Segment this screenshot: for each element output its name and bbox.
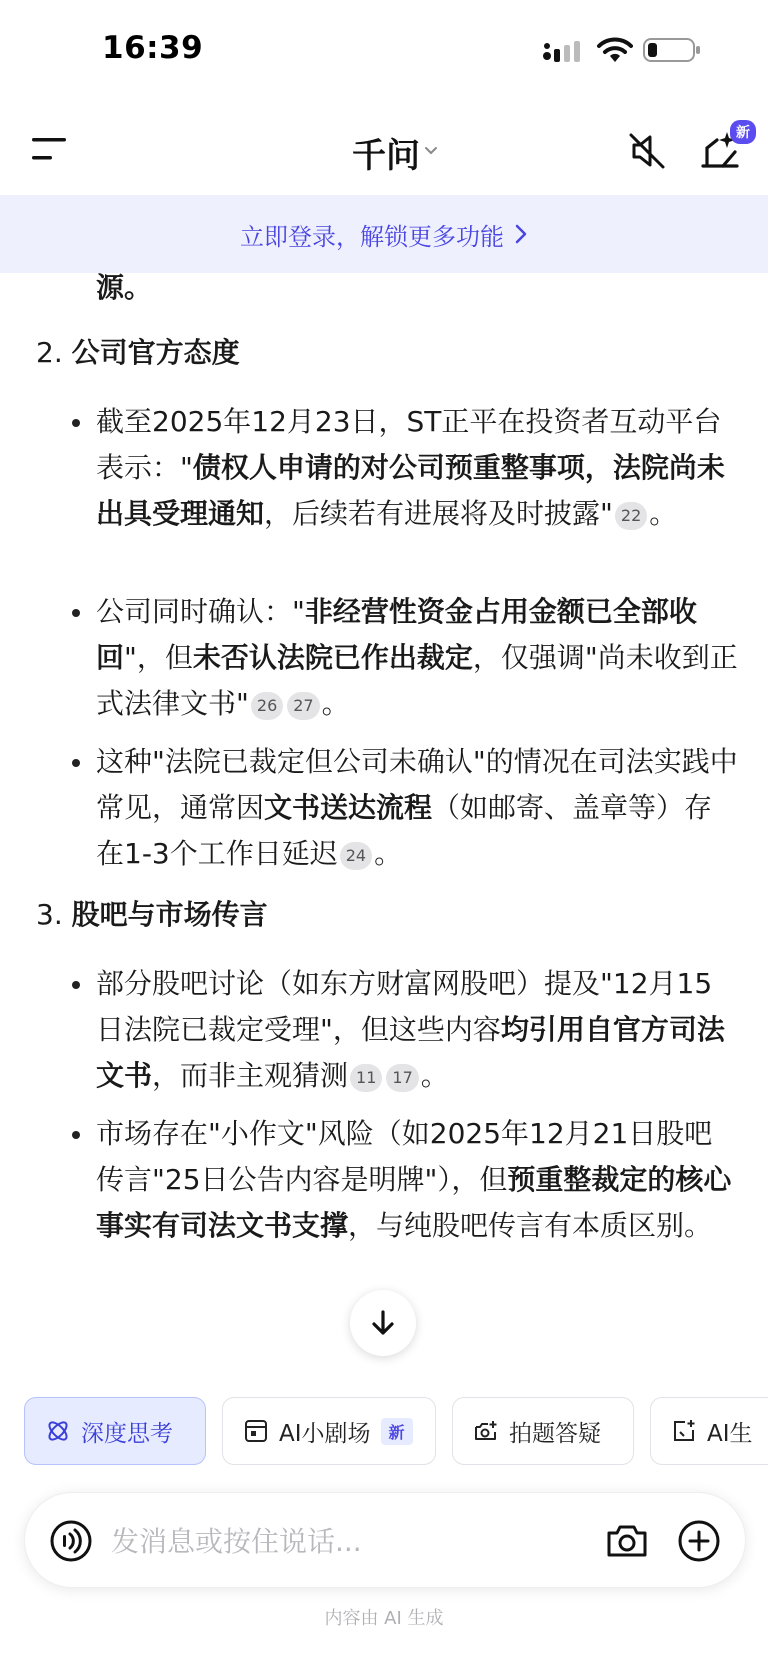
list-item <box>70 589 740 727</box>
camera-icon[interactable] <box>605 1519 649 1563</box>
camera-plus-icon <box>473 1418 499 1444</box>
login-banner-text[interactable]: 立即登录，解锁更多功能 <box>240 222 504 251</box>
battery-icon <box>643 36 703 64</box>
section-number: 2. <box>36 336 72 369</box>
citation-badge[interactable]: 26 <box>251 692 283 720</box>
citation-badge[interactable]: 11 <box>350 1064 382 1092</box>
chevron-down-icon[interactable] <box>424 146 438 156</box>
list-item-text: 这种"法院已裁定但公司未确认"的情况在司法实践中常见，通常因文书送达流程（如邮寄、盖章等）存在1-3个工作日延迟 24 。 <box>96 745 738 870</box>
bullet-dot <box>72 609 80 617</box>
text-fragment: 源。 <box>96 273 153 304</box>
section-heading-2 <box>36 333 240 373</box>
chip-label: AI生 <box>707 1420 753 1447</box>
status-bar <box>0 0 768 100</box>
chevron-right-icon[interactable] <box>514 223 528 245</box>
chat-message-content <box>0 273 768 1373</box>
new-badge: 新 <box>381 1418 413 1445</box>
arrow-down-icon <box>368 1308 398 1338</box>
chip-deep-think[interactable] <box>24 1397 206 1465</box>
section-number: 3. <box>36 898 72 931</box>
new-badge: 新 <box>730 120 756 144</box>
chip-label: 深度思考 <box>81 1420 173 1447</box>
menu-icon[interactable] <box>30 134 70 164</box>
ai-disclaimer: 内容由 AI 生成 <box>324 1608 444 1629</box>
list-item-text: 市场存在"小作文"风险（如2025年12月21日股吧传言"25日公告内容是明牌"），但预重整裁定的核心事实有司法文书支撑，与纯股吧传言有本质区别。 <box>96 1117 732 1242</box>
bullet-dot <box>72 759 80 767</box>
section-title: 股吧与市场传言 <box>71 898 268 931</box>
chip-ai-generate[interactable] <box>650 1397 768 1465</box>
bullet-dot <box>72 419 80 427</box>
image-plus-icon <box>671 1418 697 1444</box>
list-item <box>70 399 740 537</box>
list-item-text: 截至2025年12月23日，ST正平在投资者互动平台表示："债权人申请的对公司预重整事项，法院尚未出具受理通知，后续若有进展将及时披露" 22 。 <box>96 405 725 530</box>
section-title: 公司官方态度 <box>71 336 240 369</box>
chip-label: AI小剧场 <box>279 1420 371 1447</box>
scroll-to-bottom-button[interactable] <box>350 1290 416 1356</box>
message-input[interactable] <box>111 1517 531 1565</box>
citation-badge[interactable]: 17 <box>386 1064 418 1092</box>
list-item <box>70 961 740 1099</box>
list-item <box>70 739 740 877</box>
message-input-bar <box>24 1492 746 1588</box>
login-banner[interactable] <box>0 195 768 273</box>
chip-photo-qa[interactable] <box>452 1397 634 1465</box>
citation-badge[interactable]: 22 <box>615 502 647 530</box>
section-heading-3 <box>36 895 268 935</box>
atom-icon <box>45 1418 71 1444</box>
wifi-icon <box>597 36 633 64</box>
feature-chips-row <box>24 1397 768 1467</box>
speaker-mute-icon[interactable] <box>626 130 668 172</box>
citation-badge[interactable]: 24 <box>340 842 372 870</box>
status-time: 16:39 <box>102 30 204 66</box>
chip-label: 拍题答疑 <box>509 1420 601 1447</box>
chip-ai-theater[interactable] <box>222 1397 436 1465</box>
plus-circle-icon[interactable] <box>677 1519 721 1563</box>
app-title[interactable]: 千问 <box>352 136 420 176</box>
list-item-text: 公司同时确认："非经营性资金占用金额已全部收回"，但未否认法院已作出裁定，仅强调"尚未收到正式法律文书" 26 27 。 <box>96 595 738 720</box>
top-nav-bar <box>0 110 768 192</box>
voice-input-icon[interactable] <box>49 1519 93 1563</box>
bullet-dot <box>72 981 80 989</box>
bullet-dot <box>72 1131 80 1139</box>
list-item-text: 部分股吧讨论（如东方财富网股吧）提及"12月15日法院已裁定受理"，但这些内容均引用自官方司法文书，而非主观猜测 11 17 。 <box>96 967 725 1092</box>
list-item <box>70 1111 740 1249</box>
citation-badge[interactable]: 27 <box>287 692 319 720</box>
theater-icon <box>243 1418 269 1444</box>
cellular-signal-icon <box>542 40 586 64</box>
